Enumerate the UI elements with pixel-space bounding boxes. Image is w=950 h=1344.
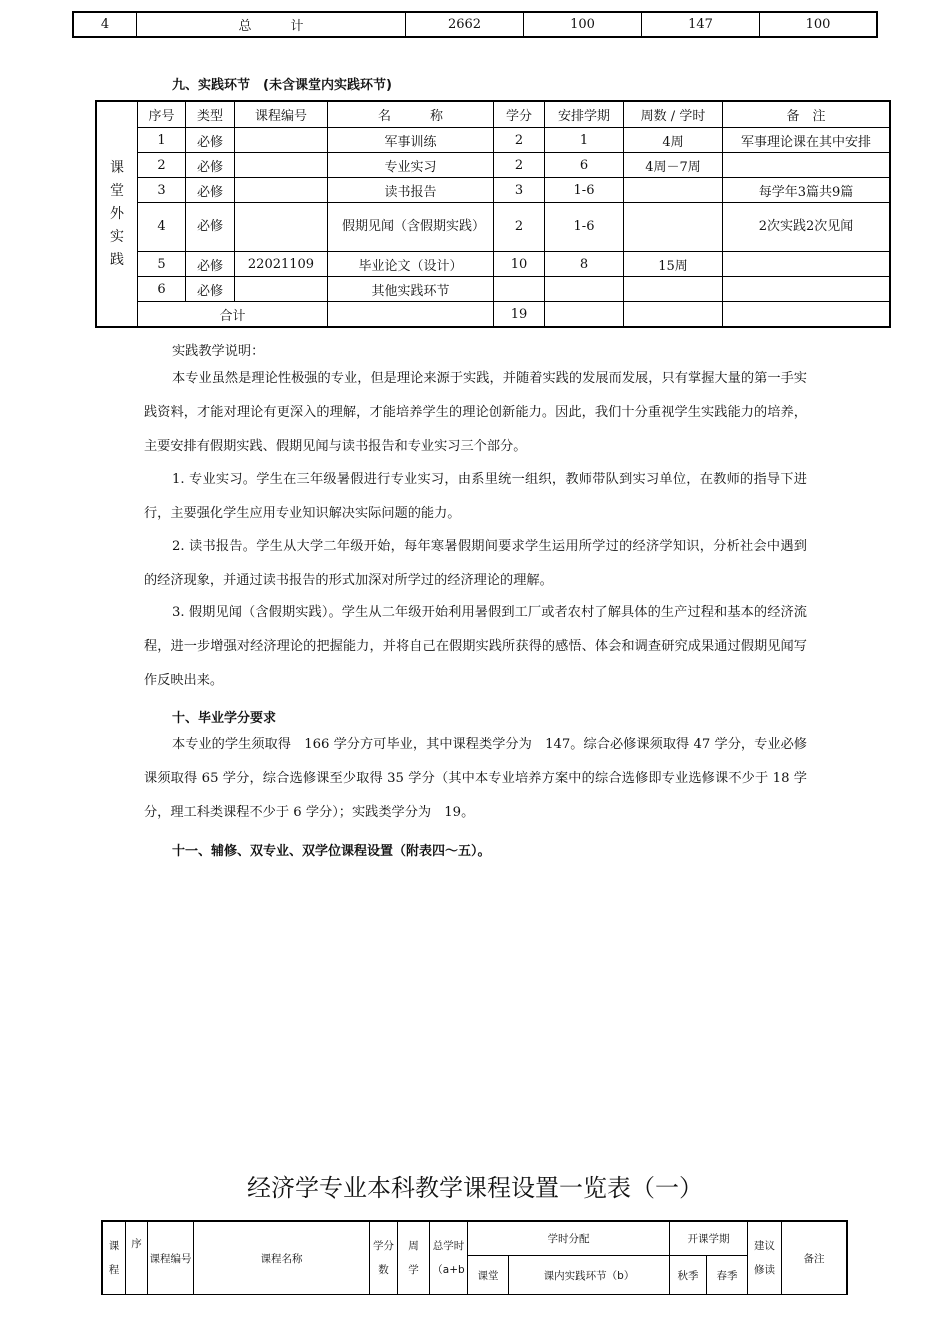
table-cell — [235, 178, 328, 203]
table-cell: 必修 — [186, 252, 235, 277]
table-cell: 4 — [73, 12, 137, 37]
table-cell: 4周 — [624, 128, 723, 153]
table-cell: 军事训练 — [328, 128, 494, 153]
section-9-title: 九、实践环节 (未含课堂内实践环节) — [172, 78, 392, 93]
table-cell: 15周 — [624, 252, 723, 277]
header-cell: 备 注 — [723, 101, 891, 128]
table-cell — [235, 203, 328, 252]
header-cell: 开课学期 — [670, 1221, 748, 1256]
header-cell: 序 — [126, 1221, 148, 1295]
table-cell — [624, 302, 723, 328]
table-cell: 2次实践2次见闻 — [723, 203, 891, 252]
table-row — [96, 277, 890, 302]
table-cell: 8 — [545, 252, 624, 277]
section-11-title: 十一、辅修、双专业、双学位课程设置（附表四～五）。 — [172, 844, 491, 859]
table-header-row — [102, 1221, 847, 1256]
header-cell: 建议 修读 — [748, 1221, 782, 1295]
header-cell: 课程编号 — [235, 101, 328, 128]
table-cell: 1 — [545, 128, 624, 153]
table-cell: 1-6 — [545, 178, 624, 203]
table-cell: 必修 — [186, 277, 235, 302]
header-cell: 名 称 — [328, 101, 494, 128]
header-cell: 学分 — [494, 101, 545, 128]
table-row — [73, 12, 877, 37]
header-cell: 序号 — [138, 101, 186, 128]
side-label: 课 堂 外 实 践 — [96, 101, 138, 327]
table-cell — [624, 178, 723, 203]
header-cell: 学时分配 — [468, 1221, 670, 1256]
table-cell: 22021109 — [235, 252, 328, 277]
table-cell — [723, 252, 891, 277]
table-row — [96, 178, 890, 203]
table-cell: 必修 — [186, 128, 235, 153]
table-cell: 其他实践环节 — [328, 277, 494, 302]
table-cell: 6 — [138, 277, 186, 302]
table-cell: 假期见闻（含假期实践） — [328, 203, 494, 252]
table-row — [96, 153, 890, 178]
table-cell: 军事理论课在其中安排 — [723, 128, 891, 153]
table-cell — [545, 277, 624, 302]
header-cell: 课内实践环节（b） — [509, 1256, 670, 1295]
table-cell: 2 — [494, 203, 545, 252]
header-cell: 总学时 （a+b — [430, 1221, 468, 1295]
total-credits: 19 — [494, 302, 545, 328]
table-cell: 总 计 — [137, 12, 406, 37]
practice-table — [95, 100, 891, 328]
paragraph: 2. 读书报告。学生从大学二年级开始，每年寒暑假期间要求学生运用所学过的经济学知识，分析社会中遇到的经济现象，并通过读书报告的形式加深对所学过的经济理论的理解。 — [144, 539, 807, 588]
table-cell — [235, 153, 328, 178]
header-cell: 备注 — [782, 1221, 848, 1295]
table-cell: 4 — [138, 203, 186, 252]
table-cell: 4周－7周 — [624, 153, 723, 178]
table-row — [96, 252, 890, 277]
header-cell: 课程名称 — [194, 1221, 370, 1295]
table-cell: 5 — [138, 252, 186, 277]
paragraph: 本专业的学生须取得 166 学分方可毕业，其中课程类学分为 147。综合必修课须取得 47 学分，专业必修课须取得 65 学分，综合选修课至少取得 35 学分（其中本专业培养方案中的综合选修即专业选修课不少于 18 学分，理工科类课程不少于 6 学分）；实践类学分为 19。 — [144, 737, 807, 820]
header-cell: 学分 数 — [370, 1221, 398, 1295]
table-cell: 147 — [642, 12, 760, 37]
header-cell: 类型 — [186, 101, 235, 128]
table-cell — [235, 277, 328, 302]
table-cell: 2 — [138, 153, 186, 178]
table-cell: 100 — [760, 12, 878, 37]
table-cell — [723, 153, 891, 178]
table-header-row — [96, 101, 890, 128]
summary-table — [72, 11, 878, 38]
practice-notes-heading: 实践教学说明： — [172, 344, 265, 359]
table-row — [96, 203, 890, 252]
table-cell: 2 — [494, 153, 545, 178]
course-table-title: 经济学专业本科教学课程设置一览表（一） — [247, 1174, 703, 1202]
paragraph: 3. 假期见闻（含假期实践）。学生从二年级开始利用暑假到工厂或者农村了解具体的生产过程和基本的经济流程，进一步增强对经济理论的把握能力，并将自己在假期实践所获得的感悟、体会和调查研究成果通过假期见闻写作反映出来。 — [144, 605, 807, 688]
table-cell: 2662 — [406, 12, 524, 37]
table-cell: 2 — [494, 128, 545, 153]
header-cell: 春季 — [707, 1256, 748, 1295]
header-cell: 周 学 — [398, 1221, 430, 1295]
table-cell — [624, 277, 723, 302]
table-cell: 读书报告 — [328, 178, 494, 203]
table-cell: 1 — [138, 128, 186, 153]
table-cell: 10 — [494, 252, 545, 277]
total-label: 合计 — [138, 302, 328, 328]
table-cell — [624, 203, 723, 252]
table-cell — [328, 302, 494, 328]
table-cell: 必修 — [186, 203, 235, 252]
table-cell: 毕业论文（设计） — [328, 252, 494, 277]
table-cell: 每学年3篇共9篇 — [723, 178, 891, 203]
header-cell: 安排学期 — [545, 101, 624, 128]
header-cell: 课 程 — [102, 1221, 126, 1295]
table-cell: 专业实习 — [328, 153, 494, 178]
table-cell: 3 — [494, 178, 545, 203]
paragraph: 1. 专业实习。学生在三年级暑假进行专业实习，由系里统一组织，教师带队到实习单位，在教师的指导下进行，主要强化学生应用专业知识解决实际问题的能力。 — [144, 472, 807, 521]
table-cell: 1-6 — [545, 203, 624, 252]
header-cell: 秋季 — [670, 1256, 707, 1295]
total-row — [96, 302, 890, 328]
header-cell: 课程编号 — [148, 1221, 194, 1295]
table-cell — [723, 277, 891, 302]
table-cell — [723, 302, 891, 328]
course-table — [101, 1220, 848, 1295]
header-cell: 周数 / 学时 — [624, 101, 723, 128]
table-cell: 100 — [524, 12, 642, 37]
table-cell: 3 — [138, 178, 186, 203]
header-cell: 课堂 — [468, 1256, 509, 1295]
section-10-title: 十、毕业学分要求 — [172, 711, 277, 726]
table-row — [96, 128, 890, 153]
table-cell: 必修 — [186, 153, 235, 178]
table-cell — [545, 302, 624, 328]
table-cell — [494, 277, 545, 302]
table-cell — [235, 128, 328, 153]
table-cell: 必修 — [186, 178, 235, 203]
table-cell: 6 — [545, 153, 624, 178]
paragraph: 本专业虽然是理论性极强的专业，但是理论来源于实践，并随着实践的发展而发展，只有掌握大量的第一手实践资料，才能对理论有更深入的理解，才能培养学生的理论创新能力。因此，我们十分重视学生实践能力的培养，主要安排有假期实践、假期见闻与读书报告和专业实习三个部分。 — [144, 371, 807, 454]
